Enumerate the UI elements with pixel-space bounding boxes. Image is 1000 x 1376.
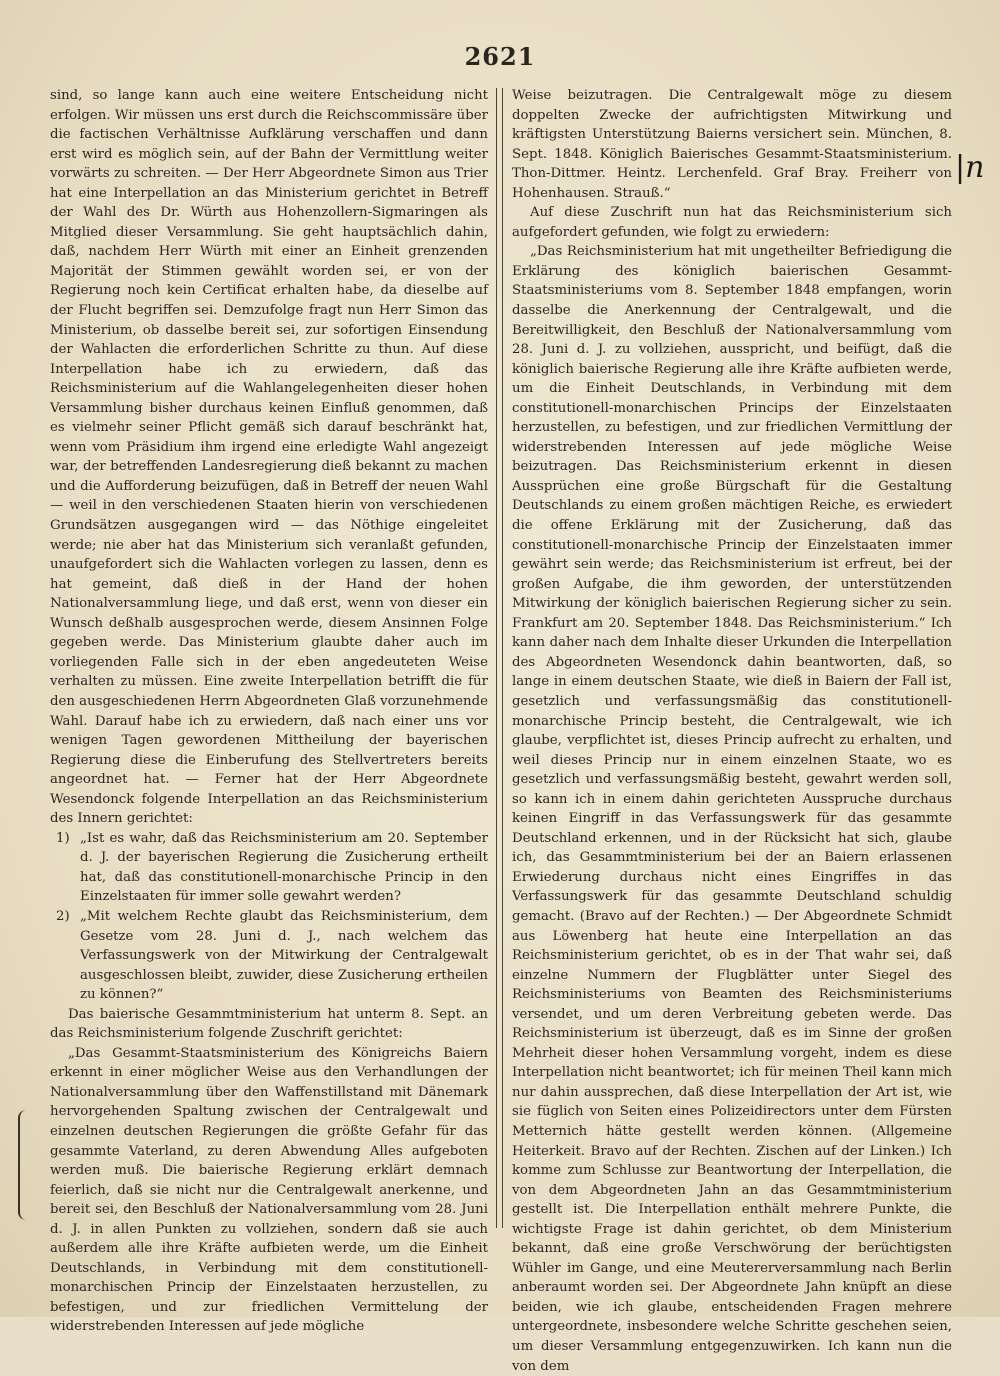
page-number: 2621 [464, 42, 536, 71]
item-text: „Mit welchem Rechte glaubt das Reichsministerium, dem Gesetze vom 28. Juni d. J., nach welchem das Verfassungswerk von der Mitwirkung der Centralgewalt ausgeschlossen bleibt, zuwider, diese Zusicherung ertheilen zu können?“ [80, 908, 488, 1003]
left-paragraph-2: Das baierische Gesammtministerium hat unterm 8. Sept. an das Reichsministerium folgende Zuschrift gerichtet: [50, 1006, 488, 1042]
right-paragraph-3: „Das Reichsministerium hat mit ungetheilter Befriedigung die Erklärung des königlich baierischen Gesammt-Staatsministeriums vom 8. September 1848 empfangen, worin dasselbe die Anerkennung der Centralgewalt, und die Bereitwilligkeit, den Beschluß der Nationalversammlung vom 28. Juni d. J. zu vollziehen, ausspricht, und beifügt, daß die königlich baierische Regierung alle ihre Kräfte aufbieten werde, um die Einheit Deutschlands, in Verbindung mit dem constitutionell-monarchischen Princips der Einzelstaaten herzustellen, zu befestigen, und zur friedlichen Vermittlung der widerstrebenden Interessen auf jede mögliche Weise beizutragen. Das Reichsministerium erkennt in diesen Aussprüchen eine große Bürgschaft für die Gestaltung Deutschlands zu einem großen mächtigen Reiche, es erwiedert die offene Erklärung mit der Zusicherung, daß das constitutionell-monarchische Princip der Einzelstaaten immer gewährt sein werde; das Reichsministerium ist erfreut, bei der großen Aufgabe, die ihm geworden, der unterstützenden Mitwirkung der königlich baierischen Regierung sicher zu sein. Frankfurt am 20. September 1848. Das Reichsministerium.“ Ich kann daher nach dem Inhalte dieser Urkunden die Interpellation des Abgeordneten Wesendonck dahin beantworten, daß, so lange in einem deutschen Staate, wie dieß in Baiern der Fall ist, gesetzlich und verfassungsmäßig das constitutionell-monarchische Princip besteht, die Centralgewalt, wie ich glaube, verpflichtet ist, dieses Princip aufrecht zu erhalten, und weil dieses Princip nur in einem einzelnen Staate, wo es gesetzlich und verfassungsmäßig besteht, gewahrt werden soll, so kann ich in einem dahin gerichteten Ausspruche durchaus keinen Eingriff in das Verfassungswerk für das gesammte Deutschland erkennen, und in der Rücksicht hat sich, glaube ich, das Gesammtministerium bei der an Baiern erlassenen Erwiederung durchaus nicht eines Eingriffes in das Verfassungswerk für das gesammte Deutschland schuldig gemacht. (Bravo auf der Rechten.) — Der Abgeordnete Schmidt aus Löwenberg hat heute eine Interpellation an das Reichsministerium gerichtet, ob es in der That wahr sei, daß einzelne Nummern der Flugblätter unter Siegel des Reichsministeriums von Beamten des Reichsministeriums versendet, und um deren Verbreitung gebeten werde. Das Reichsministerium ist überzeugt, daß es im Sinne der großen Mehrheit dieser hohen Versammlung vorgeht, indem es diese Interpellation nicht beantwortet; ich für meinen Theil kann mich nur dahin aussprechen, daß diese Interpellation der Art ist, wie sie füglich von Seiten eines Polizeidirectors unter dem Fürsten Metternich hätte gestellt werden können. (Allgemeine Heiterkeit. Bravo auf der Rechten. Zischen auf der Linken.) Ich komme zum Schlusse zur Beantwortung der Interpellation, die von dem Abgeordneten Jahn an das Gesammtministerium gestellt ist. Die Interpellation enthält mehrere Punkte, die wichtigste Frage ist dahin gerichtet, ob dem Ministerium bekannt, daß eine große Verschwörung der berüchtigsten Wühler im Gange, und eine Meutererversammlung nach Berlin anberaumt worden sei. Der Abgeordnete Jahn knüpft an diese beiden, wie ich glaube, entscheidenden Fragen mehrere untergeordnete, insbesondere welche Schritte geschehen seien, um dieser Versammlung entgegenzuwirken. Ich kann nun die von dem [512, 244, 952, 1374]
left-paragraph-1: sind, so lange kann auch eine weitere Entscheidung nicht erfolgen. Wir müssen uns erst durch die Reichscommissäre über die factischen Verhältnisse Aufklärung verschaffen und dann erst wird es möglich sein, auf der Bahn der Vermittlung weiter vorwärts zu schreiten. — Der Herr Abgeordnete Simon aus Trier hat eine Interpellation an das Ministerium gerichtet in Betreff der Wahl des Dr. Würth aus Hohenzollern-Sigmaringen als Mitglied dieser Versammlung. Sie geht hauptsächlich dahin, daß, nachdem Herr Würth mit einer an Einheit grenzenden Majorität der Stimmen gewählt worden sei, er von der Regierung noch kein Certificat erhalten habe, da dieselbe auf der Flucht begriffen sei. Demzufolge fragt nun Herr Simon das Ministerium, ob dasselbe bereit sei, zur sofortigen Einsendung der Wahlacten die erforderlichen Schritte zu thun. Auf diese Interpellation habe ich zu erwiedern, daß das Reichsministerium auf die Wahlangelegenheiten dieser hohen Versammlung bisher durchaus keinen Einfluß genommen, daß es vielmehr seiner Pflicht gemäß sich darauf beschränkt hat, wenn vom Präsidium ihm irgend eine erledigte Wahl angezeigt war, der betreffenden Landesregierung dieß bekannt zu machen und die Aufforderung beizufügen, daß in Betreff der neuen Wahl — weil in den verschiedenen Staaten hierin von verschiedenen Grundsätzen ausgegangen wird — das Nöthige eingeleitet werde; nie aber hat das Ministerium sich veranlaßt gefunden, unaufgefordert sich die Wahlacten vorlegen zu lassen, denn es hat gemeint, daß dieß in der Hand der hohen Nationalversammlung liege, und daß erst, wenn von dieser ein Wunsch deßhalb ausgesprochen werde, diesem Ansinnen Folge gegeben werde. Das Ministerium glaubte daher auch im vorliegenden Falle sich in der eben angedeuteten Weise verhalten zu müssen. Eine zweite Interpellation betrifft die für den ausgeschiedenen Herrn Abgeordneten Glaß vorzunehmende Wahl. Darauf habe ich zu erwiedern, daß nach einer uns vor wenigen Tagen gewordenen Mittheilung der bayerischen Regierung diese die Einberufung des Stellvertreters bereits angeordnet hat. — Ferner hat der Herr Abgeordnete Wesendonck folgende Interpellation an das Reichsministerium des Innern gerichtet: [50, 88, 488, 827]
interpellation-item-1 [50, 829, 488, 907]
item-text: „Ist es wahr, daß das Reichsministerium am 20. September d. J. der bayerischen Regierung die Zusicherung ertheilt hat, daß das constitutionell-monarchische Princip in den Einzelstaaten für immer solle gewahrt werden? [80, 830, 488, 905]
left-paragraph-3: „Das Gesammt-Staatsministerium des Königreichs Baiern erkennt in einer möglicher Weise aus den Verhandlungen der Nationalversammlung über den Waffenstillstand mit Dänemark hervorgehenden Spaltung zwischen der Centralgewalt und einzelnen deutschen Regierungen die größte Gefahr für das gesammte Vaterland, zu deren Abwendung Alles aufgeboten werden muß. Die baierische Regierung erklärt demnach feierlich, daß sie nicht nur die Centralgewalt anerkenne, und bereit sei, den Beschluß der Nationalversammlung vom 28. Juni d. J. in allen Punkten zu vollziehen, sondern daß sie auch außerdem alle ihre Kräfte aufbieten werde, um die Einheit Deutschlands, in Verbindung mit dem constitutionell-monarchischen Princip der Einzelstaaten herzustellen, zu befestigen, und zur friedlichen Vermittelung der widerstrebenden Interessen auf jede mögliche [50, 1045, 488, 1335]
right-paragraph-2: Auf diese Zuschrift nun hat das Reichsministerium sich aufgefordert gefunden, wie folgt zu erwiedern: [512, 205, 952, 240]
margin-bracket-mark [18, 1110, 30, 1220]
left-column [50, 86, 488, 1337]
right-paragraph-1: Weise beizutragen. Die Centralgewalt möge zu diesem doppelten Zwecke der aufrichtigsten Mitwirkung und kräftigsten Unterstützung Baierns versichert sein. München, 8. Sept. 1848. Königlich Baierisches Gesammt-Staatsministerium. Thon-Dittmer. Heintz. Lerchenfeld. Graf Bray. Freiherr von Hohenhausen. Strauß.“ [512, 88, 952, 201]
right-column [512, 86, 952, 1376]
handwritten-margin-note: |n [955, 150, 985, 185]
item-number: 1) [56, 830, 70, 846]
interpellation-item-2 [50, 907, 488, 1005]
column-divider [496, 88, 503, 1228]
item-number: 2) [56, 908, 70, 924]
